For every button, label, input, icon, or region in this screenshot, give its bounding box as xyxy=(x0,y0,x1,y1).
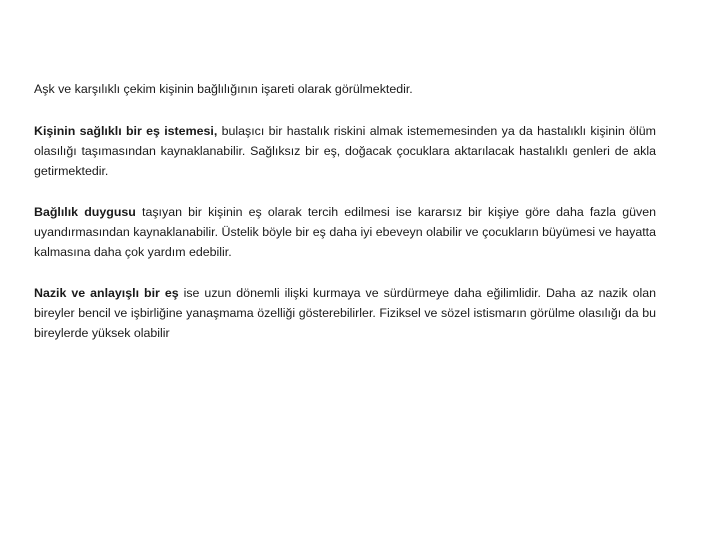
slide-body xyxy=(34,79,656,364)
paragraph-text: ise uzun dönemli ilişki kurmaya ve sürdürmeye daha eğilimlidir. Daha az nazik olan bireyler bencil ve işbirliğine yanaşmama özelliği gösterebilirler. Fiziksel ve sözel istismarın görülme olasılığı da bu bireylerde yüksek olabilir xyxy=(34,286,656,340)
paragraph-lead: Nazik ve anlayışlı bir eş xyxy=(34,286,179,300)
paragraph-text: Aşk ve karşılıklı çekim kişinin bağlılığının işareti olarak görülmektedir. xyxy=(34,82,413,96)
paragraph-healthy-partner xyxy=(34,121,656,181)
paragraph-text: bulaşıcı bir hastalık riskini almak istememesinden ya da hastalıklı kişinin ölüm olasılığı taşımasından kaynaklanabilir. Sağlıksız bir eş, doğacak çocuklara aktarılacak hastalıklı genleri de akla getirmektedir. xyxy=(34,124,656,178)
paragraph-lead: Kişinin sağlıklı bir eş istemesi, xyxy=(34,124,218,138)
paragraph-lead: Bağlılık duygusu xyxy=(34,205,136,219)
paragraph-love-attraction xyxy=(34,79,656,99)
paragraph-commitment xyxy=(34,202,656,262)
paragraph-kind-partner xyxy=(34,283,656,343)
paragraph-text: taşıyan bir kişinin eş olarak tercih edilmesi ise kararsız bir kişiye göre daha fazla güven uyandırmasından kaynaklanabilir. Üstelik böyle bir eş daha iyi ebeveyn olabilir ve çocukların büyümesi ve hayatta kalmasına daha çok yardım edebilir. xyxy=(34,205,656,259)
